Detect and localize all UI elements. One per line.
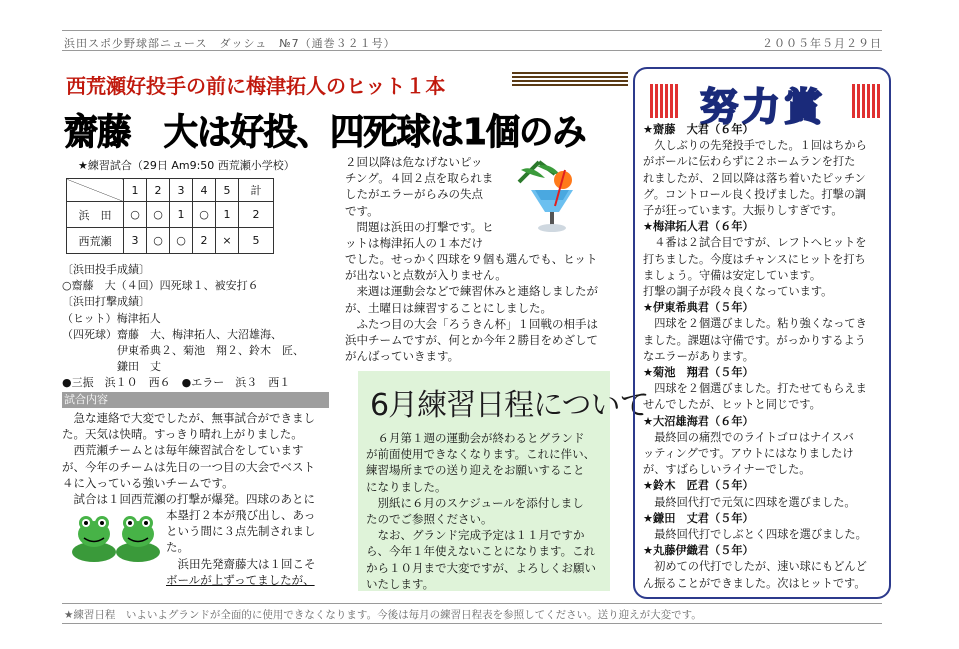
- award-text: がボールに伝わらずに２ホームランを打た: [643, 155, 856, 169]
- score-col: 1: [124, 179, 147, 202]
- award-text: なエラーがあります。: [643, 349, 754, 363]
- body-line: から１０月まで大変ですが、よろしくお願い: [366, 560, 596, 575]
- body-line: たのでご参照ください。: [366, 512, 493, 527]
- award-text: 打ちました。今度はチャンスにヒットを打ち: [643, 252, 866, 266]
- game-results: [62, 262, 332, 392]
- body-line: ６月第１週の運動会が終わるとグランド: [366, 431, 585, 445]
- score-col: 5: [216, 179, 239, 202]
- award-name: ★伊東希典君（５年）: [643, 301, 754, 315]
- award-name: ★梅津拓人君（６年）: [643, 220, 754, 234]
- score-table: [66, 178, 274, 254]
- award-name: ★鈴木 匠君（５年）: [643, 479, 754, 493]
- score-total: 5: [239, 228, 274, 254]
- award-text: グ。コントロール良く投げました。打撃の調: [643, 187, 867, 201]
- tropical-drink-icon: [515, 160, 585, 240]
- body-line: 急な連絡で大変でしたが、無事試合ができまし: [62, 411, 315, 425]
- body-line: た。: [166, 540, 189, 555]
- body-line: なお、グランド完成予定は１１月ですか: [366, 528, 585, 543]
- body-line: になりました。: [366, 479, 447, 494]
- score-row: [67, 228, 274, 254]
- body-line: 西荒瀬チームとは毎年練習試合をしています: [62, 443, 304, 458]
- award-text: ４番は２試合目ですが、レフトへヒットを: [643, 236, 867, 250]
- issue-date: ２００５年５月２９日: [762, 37, 882, 50]
- body-line: 浜中チームですが、何とか今年２勝目をめざして: [345, 333, 598, 348]
- footer-rule-top: [62, 603, 882, 604]
- award-text: 初めての代打でしたが、速い球にもどんど: [643, 560, 867, 574]
- award-text: ッティングです。アウトにはなりましたけ: [643, 447, 854, 461]
- score-table-header: [67, 179, 274, 202]
- body-line: 来週は運動会などで練習休みと連絡しましたが: [345, 284, 598, 299]
- notice-title: 6月練習日程について: [370, 388, 649, 423]
- frog-icon: [70, 514, 162, 566]
- award-text: が、すばらしいライナーでした。: [643, 463, 811, 477]
- score-team: 浜 田: [67, 202, 124, 228]
- game-info: ★練習試合（29日 Am9:50 西荒瀬小学校）: [78, 159, 295, 172]
- body-line: したがエラーがらみの失点: [345, 187, 483, 202]
- body-line: が前面使用できなくなります。これに伴い、: [366, 447, 596, 462]
- body-line: が出ないと点数が入りません。: [345, 268, 507, 283]
- award-text: せんでしたが、ヒットと同じです。: [643, 398, 821, 412]
- score-cell: ×: [216, 228, 239, 254]
- results-line: ●三振 浜１０ 西６ ●エラー 浜３ 西１: [62, 376, 291, 390]
- award-decor-left: [650, 84, 680, 118]
- body-line: でした。せっかく四球を９個も選んでも、ヒット: [345, 252, 598, 266]
- award-text: ん振ることができました。次はヒットです。: [643, 576, 866, 590]
- body-line: ふたつ目の大会「ろうきん杯」１回戦の相手は: [345, 316, 598, 331]
- decorative-stripes: [512, 72, 628, 88]
- score-col-total: 計: [239, 179, 274, 202]
- middle-body: [345, 251, 615, 364]
- results-line: ○齋藤 大（４回）四死球１、被安打６: [62, 279, 259, 293]
- results-line: 〔浜田投手成績〕: [62, 263, 150, 276]
- award-name: ★大沼雄海君（６年）: [643, 414, 754, 428]
- score-cell: 2: [193, 228, 216, 254]
- score-corner: [67, 179, 124, 202]
- body-line: 本塁打２本が飛び出し、あっ: [166, 508, 316, 522]
- award-text: 最終回の痛烈でのライトゴロはナイスバ: [643, 430, 854, 444]
- score-cell: ○: [193, 202, 216, 228]
- score-cell: 1: [216, 202, 239, 228]
- footer-note: ★練習日程 いよいよグランドが全面的に使用できなくなります。今後は毎月の練習日程表を参照してください。送り迎えが大変です。: [64, 609, 702, 621]
- body-line: ２回以降は危なげないピッ: [345, 155, 483, 169]
- score-cell: ○: [124, 202, 147, 228]
- results-line: （四死球）齋藤 大、梅津拓人、大沼雄海、: [62, 327, 282, 341]
- article-headline: 齋藤 大は好投、四死球は1個のみ: [64, 112, 586, 153]
- body-line: た。天気は快晴。すっきり晴れ上がりました。: [62, 427, 303, 442]
- notice-body: [366, 430, 610, 592]
- award-decor-right: [852, 84, 882, 118]
- award-text: れましたが、２回以降は落ち着いたピッチン: [643, 171, 866, 185]
- score-cell: 3: [124, 228, 147, 254]
- score-total: 2: [239, 202, 274, 228]
- body-line: 問題は浜田の打撃です。ヒ: [345, 219, 494, 234]
- article-subtitle: 西荒瀬好投手の前に梅津拓人のヒット１本: [66, 74, 446, 98]
- body-line: ４に入っている強いチームです。: [62, 475, 234, 490]
- award-text: 子が狂っています。大振りしすぎです。: [643, 204, 843, 218]
- award-text: 四球を２個選びました。粘り強くなってき: [643, 317, 867, 331]
- score-col: 4: [193, 179, 216, 202]
- score-cell: ○: [170, 228, 193, 254]
- award-list: [643, 122, 887, 592]
- score-row: [67, 202, 274, 228]
- award-name: ★丸藤伊織君（５年）: [643, 544, 754, 558]
- award-text: 最終回代打でしぶとく四球を選びました。: [643, 528, 867, 542]
- body-line: が、土曜日は練習することにしました。: [345, 300, 552, 315]
- results-line: （ヒット）梅津拓人: [62, 311, 161, 325]
- body-line: が、今年のチームは先日の一つ目の大会でベスト: [62, 459, 315, 474]
- award-title: 努力賞: [700, 85, 827, 129]
- body-line: チング。４回２点を取られま: [345, 171, 494, 186]
- award-text: ました。課題は守備です。がっかりするよう: [643, 333, 866, 347]
- middle-body-top: [345, 154, 515, 251]
- body-line: ら、今年１年使えないことになります。これ: [366, 544, 596, 559]
- score-cell: 1: [170, 202, 193, 228]
- body-line: 試合は１回西荒瀬の打撃が爆発。四球のあとに: [62, 492, 315, 507]
- score-team: 西荒瀬: [67, 228, 124, 254]
- award-text: 最終回代打で元気に四球を選びました。: [643, 495, 856, 509]
- left-body: [62, 410, 332, 507]
- score-col: 3: [170, 179, 193, 202]
- results-line: 伊東希典２、菊池 翔２、鈴木 匠、: [62, 344, 304, 358]
- body-line: ットは梅津拓人の１本だけ: [345, 236, 483, 251]
- award-name: ★齋藤 大君（６年）: [643, 123, 754, 136]
- results-line: 〔浜田打撃成績〕: [62, 295, 150, 309]
- body-line: いたします。: [366, 576, 435, 591]
- results-line: 鎌田 丈: [62, 360, 161, 374]
- body-line: がんばっていきます。: [345, 349, 460, 364]
- body-line: ボールが上ずってましたが、: [166, 572, 315, 587]
- body-line: 浜田先発齋藤大は１回こそ: [166, 556, 316, 571]
- score-cell: ○: [147, 228, 170, 254]
- award-text: 久しぶりの先発投手でした。１回はちから: [643, 139, 867, 153]
- body-line: です。: [345, 203, 379, 218]
- award-text: ましょう。守備は安定しています。: [643, 268, 822, 282]
- award-text: 四球を２個選びました。打たせてもらえま: [643, 382, 867, 396]
- header-rule-top: [62, 30, 882, 31]
- score-cell: ○: [147, 202, 170, 228]
- newsletter-title: 浜田スポ少野球部ニュース ダッシュ №7（通巻３２１号）: [64, 37, 396, 50]
- body-line: という間に３点先制されまし: [166, 524, 316, 539]
- footer-rule-bottom: [62, 623, 882, 624]
- award-text: 打撃の調子が段々良くなっています。: [643, 285, 833, 299]
- award-name: ★菊池 翔君（５年）: [643, 366, 754, 380]
- score-col: 2: [147, 179, 170, 202]
- award-name: ★鎌田 丈君（５年）: [643, 511, 754, 525]
- body-line: 別紙に６月のスケジュールを添付しまし: [366, 495, 584, 510]
- body-line: 練習場所までの送り迎えをお願いすること: [366, 463, 585, 478]
- left-body-narrow: [166, 507, 332, 588]
- section-label: 試合内容: [64, 393, 108, 406]
